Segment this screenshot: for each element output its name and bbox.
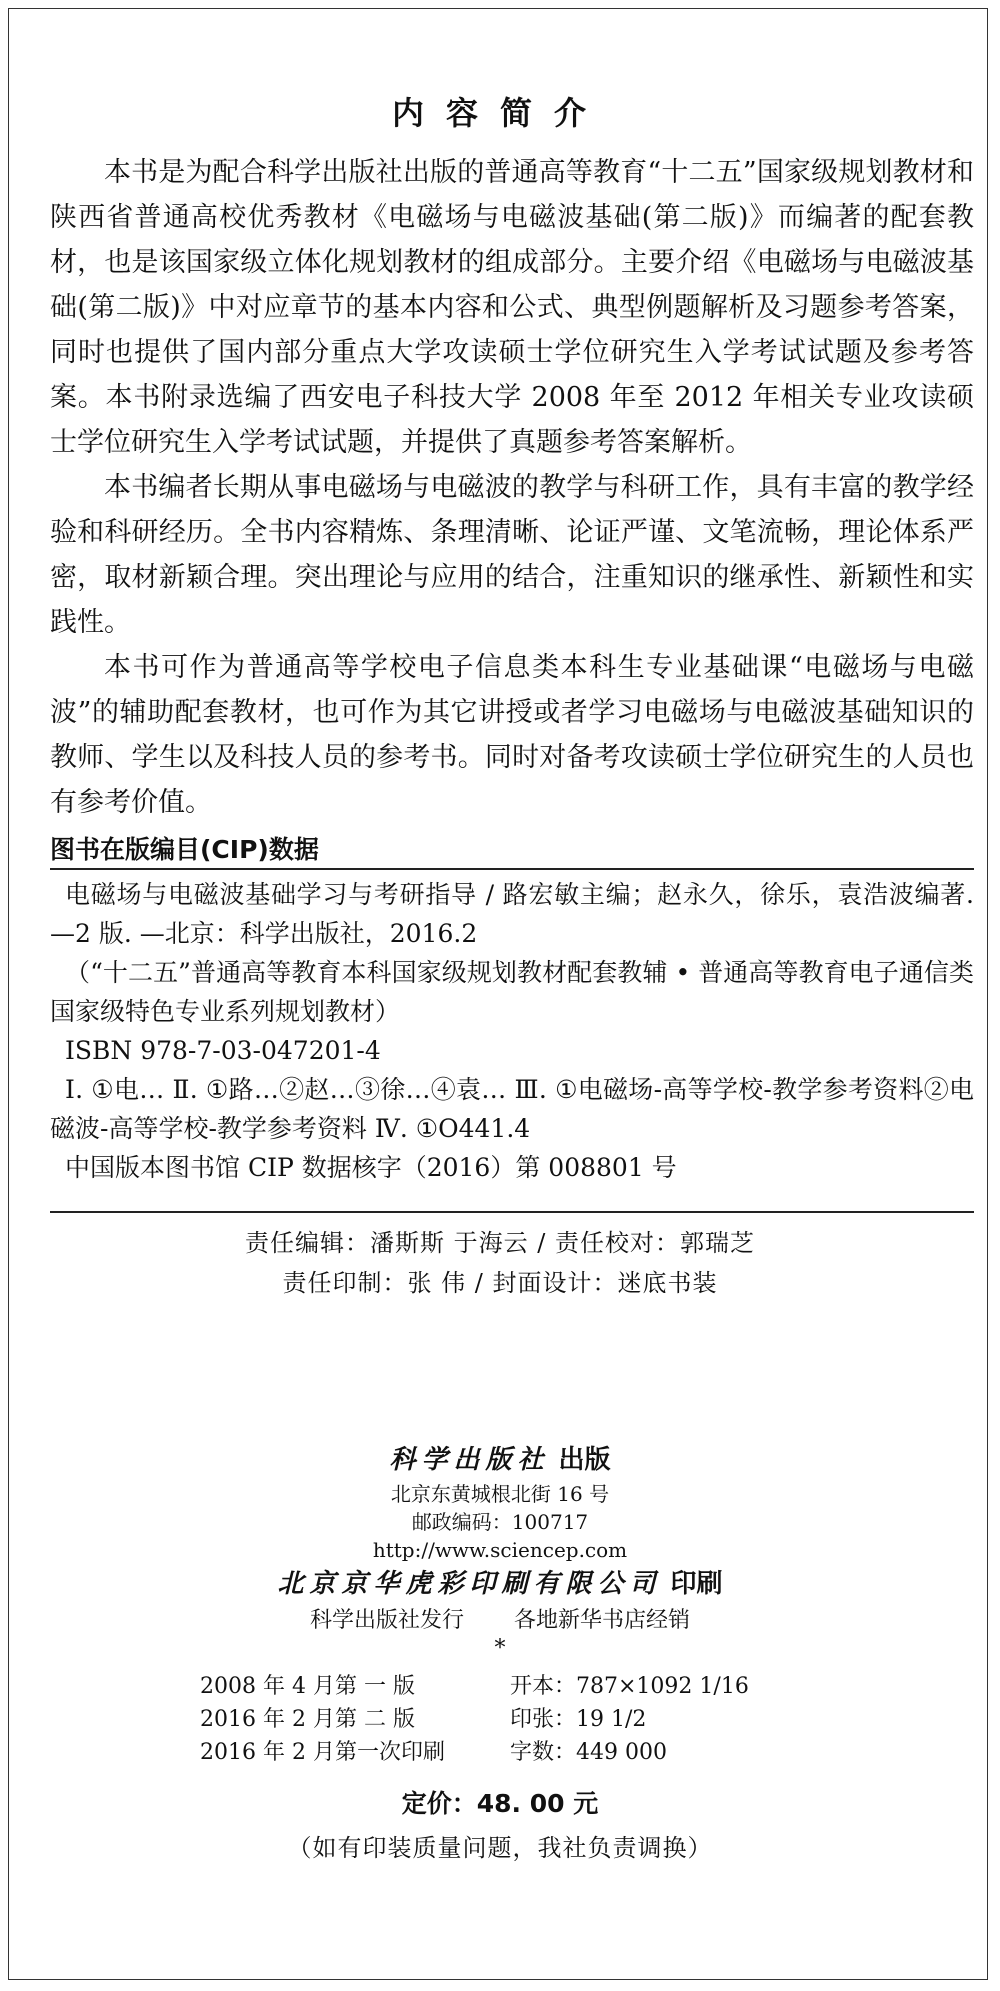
printer-line	[0, 1564, 1000, 1604]
edition-info: 2016 年 2 月第一次印刷	[200, 1740, 445, 1765]
format-info: 开本：787×1092 1/16	[510, 1674, 749, 1699]
edition-info: 2008 年 4 月第 一 版	[200, 1674, 415, 1699]
cip-classification: Ⅰ. ①电… Ⅱ. ①路…②赵…③徐…④袁… Ⅲ. ①电磁场-高等学校-教学参考资料②电磁波-高等学校-教学参考资料 Ⅳ. ①O441.4	[50, 1075, 974, 1143]
price: 定价：48. 00 元	[401, 1789, 599, 1818]
cip-block	[50, 875, 974, 1187]
cip-top-rule	[50, 868, 974, 870]
distribution-line	[0, 1604, 1000, 1638]
star-separator: *	[494, 1636, 506, 1661]
intro-paragraph: 本书可作为普通高等学校电子信息类本科生专业基础课“电磁场与电磁波”的辅助配套教材，也可作为其它讲授或者学习电磁场与电磁波基础知识的教师、学生以及科技人员的参考书。同时对备考攻读硕士学位研究生的人员也有参考价值。	[50, 652, 974, 818]
publisher-block	[0, 1440, 1000, 1660]
printer-name: 北京京华虎彩印刷有限公司	[277, 1569, 662, 1599]
cip-series: （“十二五”普通高等教育本科国家级规划教材配套教辅 • 普通高等教育电子通信类国家级特色专业系列规划教材）	[50, 958, 974, 1026]
cip-library: 中国版本图书馆 CIP 数据核字（2016）第 008801 号	[65, 1153, 677, 1182]
edition-table	[200, 1670, 820, 1769]
editors-block	[0, 1223, 1000, 1303]
publisher-address: 北京东黄城根北街 16 号	[390, 1482, 610, 1506]
cip-bottom-rule	[50, 1211, 974, 1213]
edition-row	[200, 1736, 820, 1769]
publisher-postcode: 邮政编码：100717	[411, 1510, 589, 1534]
cip-record: 电磁场与电磁波基础学习与考研指导 / 路宏敏主编；赵永久，徐乐，袁浩波编著. —2 版. —北京：科学出版社，2016.2	[50, 880, 974, 948]
format-info: 字数：449 000	[510, 1740, 667, 1765]
format-info: 印张：19 1/2	[510, 1707, 647, 1732]
cip-heading: 图书在版编目(CIP)数据	[50, 835, 319, 864]
edition-row	[200, 1703, 820, 1736]
editors-line: 责任印制：张 伟 / 封面设计：迷底书装	[282, 1269, 718, 1297]
intro-paragraph: 本书编者长期从事电磁场与电磁波的教学与科研工作，具有丰富的教学经验和科研经历。全书内容精炼、条理清晰、论证严谨、文笔流畅，理论体系严密，取材新颖合理。突出理论与应用的结合，注重知识的继承性、新颖性和实践性。	[50, 472, 974, 638]
publisher-name: 科学出版社	[389, 1445, 550, 1475]
publisher-line	[0, 1440, 1000, 1480]
intro-paragraph: 本书是为配合科学出版社出版的普通高等教育“十二五”国家级规划教材和陕西省普通高校优秀教材《电磁场与电磁波基础(第二版)》而编著的配套教材，也是该国家级立体化规划教材的组成部分。主要介绍《电磁场与电磁波基础(第二版)》中对应章节的基本内容和公式、典型例题解析及习题参考答案，同时也提供了国内部分重点大学攻读硕士学位研究生入学考试试题及参考答案。本书附录选编了西安电子科技大学 2008 年至 2012 年相关专业攻读硕士学位研究生入学考试试题，并提供了真题参考答案解析。	[50, 157, 974, 458]
intro-section	[50, 150, 974, 825]
quality-note: （如有印装质量问题，我社负责调换）	[287, 1834, 713, 1862]
sellers: 各地新华书店经销	[514, 1608, 691, 1633]
publisher-suffix: 出版	[558, 1445, 611, 1475]
publisher-url: http://www.sciencep.com	[372, 1538, 628, 1562]
edition-row	[200, 1670, 820, 1703]
section-title: 内容简介	[391, 94, 608, 132]
printer-suffix: 印刷	[670, 1569, 723, 1599]
edition-info: 2016 年 2 月第 二 版	[200, 1707, 415, 1732]
cip-isbn: ISBN 978-7-03-047201-4	[65, 1036, 381, 1065]
distributor: 科学出版社发行	[309, 1608, 464, 1633]
editors-line: 责任编辑：潘斯斯 于海云 / 责任校对：郭瑞芝	[245, 1229, 755, 1257]
